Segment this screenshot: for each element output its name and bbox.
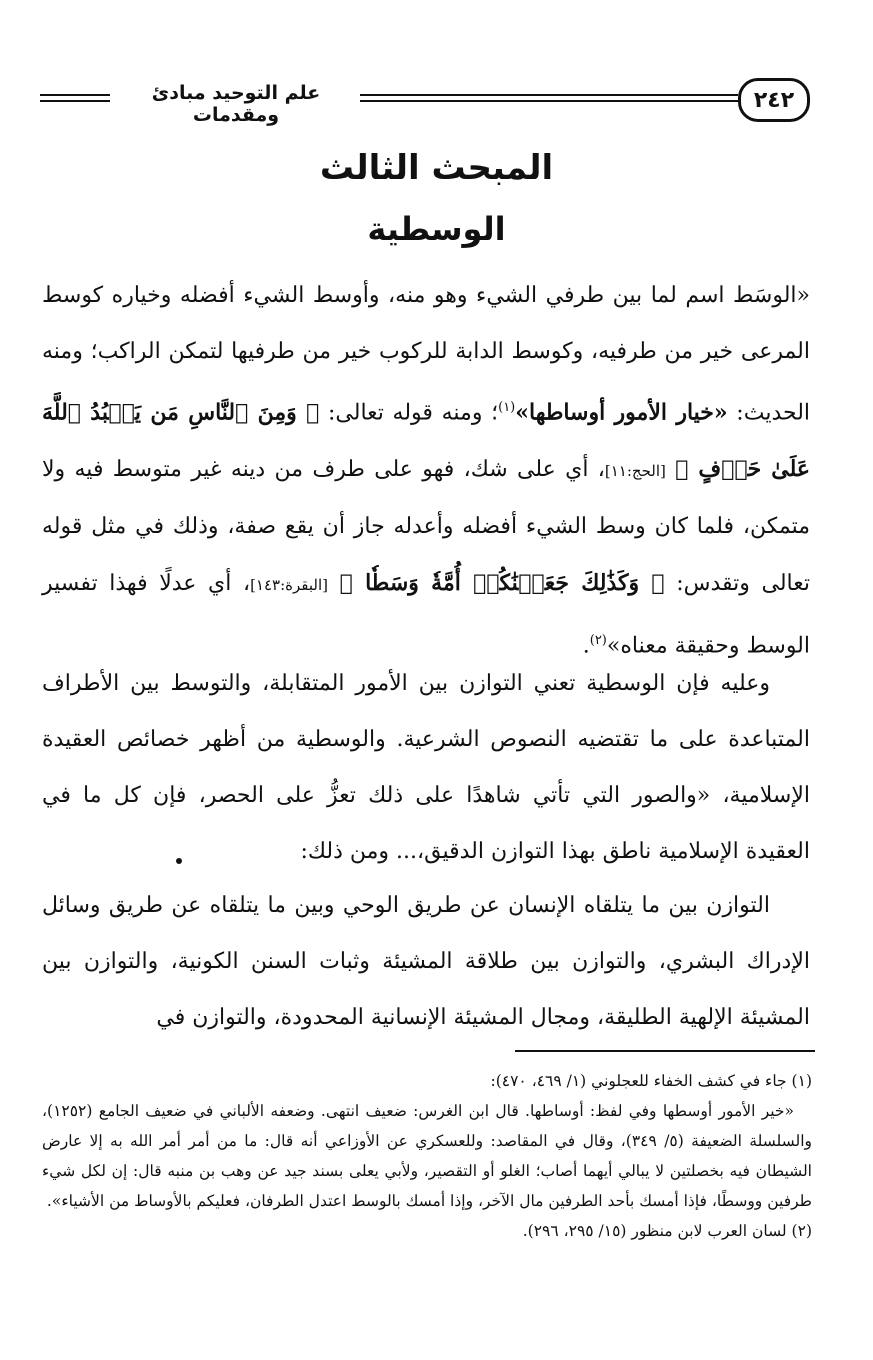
- section-title: الوسطية: [367, 210, 506, 248]
- running-title: علم التوحيد مبادئ ومقدمات: [151, 82, 321, 126]
- page-number-badge: ٢٤٢: [738, 78, 810, 122]
- hadith-quote: «خيار الأمور أوساطها»: [515, 399, 728, 426]
- p1-text-3: ، أي على شك، فهو على طرف من دينه غير متوسط فيه ولا متمكن، فلما كان وسط الشيء أفضله وأعدله جاز أن يقع صفة، وذلك في مثل قوله تعالى وتقدس:: [42, 457, 810, 597]
- footnote-separator: [515, 1050, 815, 1052]
- footnote-ref-1[interactable]: (١): [498, 400, 516, 415]
- page-header: [30, 78, 820, 126]
- header-short-rule-bottom: [40, 100, 110, 102]
- verse-ref-hajj: [الحج:١١]: [604, 462, 666, 481]
- p1-text-4: ، أي عدلًا فهذا تفسير الوسط وحقيقة معناه»: [42, 571, 810, 659]
- quran-verse-baqarah: ﴿ وَكَذَٰلِكَ جَعَلۡنَٰكُمۡ أُمَّةٗ وَسَطٗا ﴾: [339, 570, 665, 597]
- p1-text-1: «الوسَط اسم لما بين طرفي الشيء وهو منه، وأوسط الشيء أفضله وخياره كوسط المرعى خير من طرفيه، وكوسط الدابة للركوب خير من طرفيها لتمكن الراكب؛ ومنه الحديث:: [42, 283, 811, 426]
- p1-text-2: ؛ ومنه قوله تعالى:: [319, 400, 499, 426]
- header-rule-top: [360, 94, 738, 96]
- footnotes: [42, 1066, 812, 1246]
- verse-ref-baqarah: [البقرة:١٤٣]: [250, 576, 328, 595]
- header-short-rule-top: [40, 94, 110, 96]
- header-rule-bottom: [360, 100, 738, 102]
- footnote-1-body: «خير الأمور أوسطها وفي لفظ: أوساطها. قال ابن الغرس: ضعيف انتهى. وضعفه الألباني في ضعيف الجامع (١٢٥٢)، والسلسلة الضعيفة (٥/ ٣٤٩)، وقال في المقاصد: وللعسكري عن الأوزاعي أنه قال: ما من أمر أمر الله به إلا عارض الشيطان فيه بخصلتين لا يبالي أيهما أصاب؛ الغلو أو التقصير، ولأبي يعلى بسند جيد عن وهب بن منبه قال: إن لكل شيء طرفين ووسطًا، فإذا أمسك بأحد الطرفين مال الآخر، وإذا أمسك بالوسط اعتدل الطرفان، فعليكم بالأوساط من الأشياء».: [42, 1102, 813, 1210]
- section-heading: المبحث الثالث: [319, 148, 554, 188]
- p1-text-5: .: [582, 633, 590, 659]
- paragraph-examples: التوازن بين ما يتلقاه الإنسان عن طريق الوحي وبين ما يتلقاه عن طريق وسائل الإدراك البشري، والتوازن بين طلاقة المشيئة وثبات السنن الكونية، والتوازن بين المشيئة الإلهية الطليقة، ومجال المشيئة الإنسانية المحدودة، والتوازن في: [42, 893, 810, 1030]
- footnote-2: (٢) لسان العرب لابن منظور (١٥/ ٢٩٥، ٢٩٦).: [522, 1222, 812, 1240]
- footnote-ref-2[interactable]: (٢): [589, 633, 607, 649]
- stray-dot: [176, 858, 182, 864]
- paragraph-balance: وعليه فإن الوسطية تعني التوازن بين الأمور المتقابلة، والتوسط بين الأطراف المتباعدة على ما تقتضيه النصوص الشرعية. والوسطية من أظهر خصائص العقيدة الإسلامية، «والصور التي تأتي شاهدًا على ذلك تعزُّ على الحصر، فإن كل ما في العقيدة الإسلامية ناطق بهذا التوازن الدقيق،... ومن ذلك:: [42, 671, 810, 864]
- paragraph-definition: [42, 268, 810, 675]
- footnote-1-heading: (١) جاء في كشف الخفاء للعجلوني (١/ ٤٦٩، ٤٧٠):: [490, 1072, 812, 1090]
- quran-verse-hajj: ﴿ وَمِنَ ٱلنَّاسِ مَن يَعۡبُدُ ٱللَّهَ عَلَىٰ حَرۡفٍ ﴾: [42, 399, 810, 483]
